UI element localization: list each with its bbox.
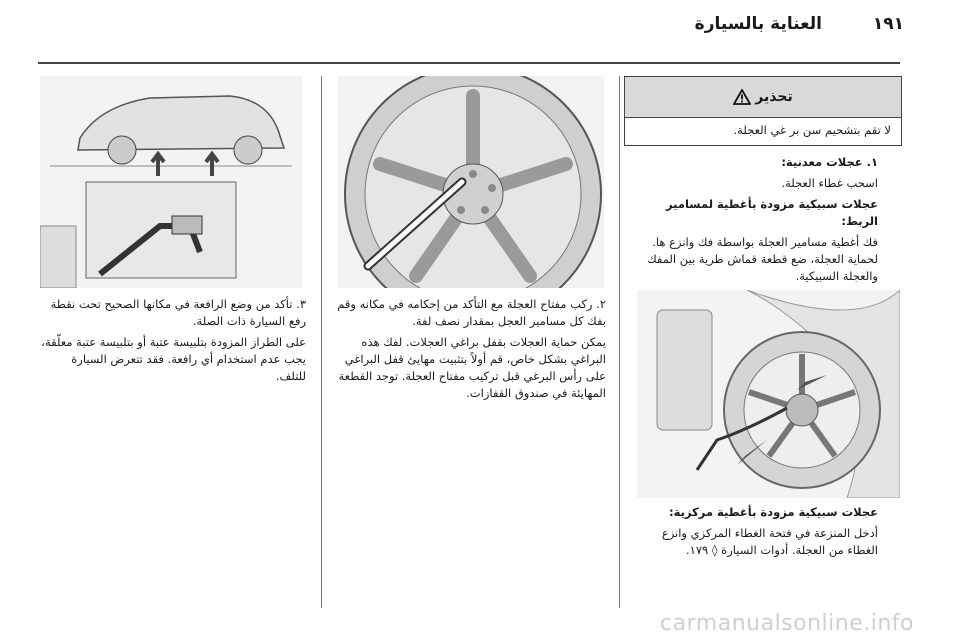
- right-column-text: [630, 154, 878, 289]
- warning-text: لا تقم بتشحيم سن بر غي العجلة.: [733, 123, 891, 137]
- step1-text: اسحب غطاء العجلة.: [781, 176, 878, 190]
- sub2-heading: عجلات سبيكية مزودة بأغطية مركزية:: [669, 505, 878, 519]
- sub1-text: فك أغطية مسامير العجلة بواسطة فك وانزع ها. لحماية العجلة، ضع قطعة قماش طرية بين المفك والعجلة السبيكية.: [647, 235, 878, 283]
- watermark: carmanualsonline.info: [660, 611, 914, 636]
- jack-position-illustration: [40, 76, 302, 288]
- left-para-text: على الطراز المزودة بتلبيسة عتبة أو بتلبيسة عتبة معلّقة، يجب عدم استخدام أي رافعة. فقد تتعرض السيارة للتلف.: [41, 335, 306, 383]
- middle-para-text: يمكن حماية العجلات بقفل براغي العجلات. لفك هذه البراغي بشكل خاص، قم أولاً بتثبيت مهايئ قفل البراغي على رأس البرغي قبل تركيب مفتاح العجلة. توجد القطعة المهايئة في صندوق القفازات.: [338, 335, 606, 400]
- step2-text: ٢. ركب مفتاح العجلة مع التأكد من إحكامه في مكانه وقم بفك كل مسامير العجل بمقدار نصف لفة.: [337, 297, 606, 328]
- section-title: العناية بالسيارة: [694, 14, 822, 34]
- step1-heading: ١. عجلات معدنية:: [781, 155, 878, 169]
- wheel-cap-removal-illustration: [637, 290, 900, 498]
- header-rule: [38, 62, 900, 64]
- page-header: [38, 14, 904, 38]
- sub2-text: أدخل المنزعة في فتحة الغطاء المركزي وانزع الغطاء من العجلة. أدوات السيارة ◊ ١٧٩.: [661, 526, 878, 557]
- warning-triangle-icon: [733, 89, 751, 105]
- left-column-text: [38, 296, 306, 389]
- page-number: ١٩١: [872, 14, 904, 34]
- right-column-text-2: [630, 504, 878, 563]
- warning-header: [625, 77, 901, 118]
- middle-column-text: [336, 296, 606, 406]
- column-divider-right: [619, 76, 620, 608]
- warning-title: تحذير: [755, 89, 793, 105]
- column-divider-left: [321, 76, 322, 608]
- wheel-wrench-illustration: [338, 76, 604, 288]
- warning-box: [624, 76, 902, 146]
- step3-text: ٣. تأكد من وضع الرافعة في مكانها الصحيح تحت نقطة رفع السيارة ذات الصلة.: [50, 297, 306, 328]
- sub1-heading: عجلات سبيكية مزودة بأغطية لمسامير الربط:: [666, 197, 878, 228]
